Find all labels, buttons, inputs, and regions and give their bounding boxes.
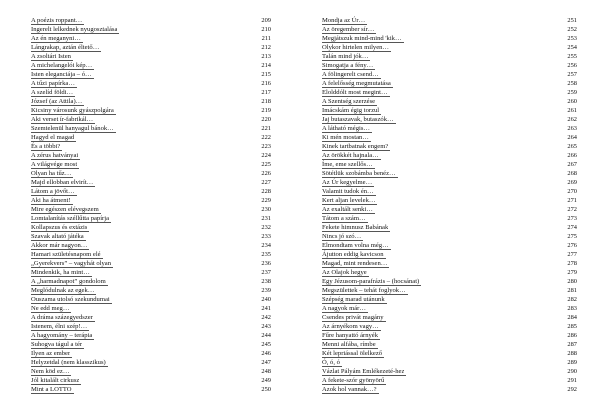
- toc-entry: [31, 385, 271, 394]
- toc-entry-page-number: 228: [261, 188, 271, 195]
- toc-entry-title: Elmondtam volna még…: [322, 242, 389, 249]
- toc-entry: [31, 124, 271, 133]
- toc-entry: [322, 223, 577, 232]
- toc-entry: [322, 340, 577, 349]
- toc-entry-title: Ouszama utolsó szekundumai: [31, 296, 110, 303]
- toc-entry-page-number: 253: [567, 35, 577, 42]
- toc-entry-page-number: 270: [567, 188, 577, 195]
- toc-entry: [322, 151, 577, 160]
- toc-entry-title: Jaj butaszavak, butaszók…: [322, 116, 394, 123]
- toc-entry: [31, 34, 271, 43]
- toc-entry-title: Nincs jó szó…: [322, 233, 362, 240]
- toc-entry: [31, 214, 271, 223]
- toc-entry: [31, 70, 271, 79]
- toc-entry-page-number: 266: [567, 152, 577, 159]
- toc-entry-page-number: 225: [261, 161, 271, 168]
- toc-entry: [31, 115, 271, 124]
- toc-entry-page-number: 275: [567, 233, 577, 240]
- toc-entry-title: Hamari születésnapom elé: [31, 251, 101, 258]
- toc-entry-page-number: 251: [567, 17, 577, 24]
- toc-entry-title: Mint a LOTTO: [31, 386, 72, 393]
- toc-entry-title: Az Olajok hegye: [322, 269, 367, 276]
- toc-entry-title: Menni alfába, rímbe: [322, 341, 376, 348]
- toc-entry: [322, 367, 577, 376]
- toc-entry: [322, 187, 577, 196]
- toc-entry-page-number: 218: [261, 98, 271, 105]
- toc-entry: [322, 205, 577, 214]
- toc-entry-title: Olykor hirtelen milyen…: [322, 44, 390, 51]
- toc-entry: [322, 16, 577, 25]
- toc-entry-title: A felelősség megmutatása: [322, 80, 391, 87]
- toc-entry: [322, 241, 577, 250]
- toc-entry-title: Mindenkik, ha mint…: [31, 269, 90, 276]
- toc-entry-title: Szavak altató játéka: [31, 233, 84, 240]
- toc-entry-page-number: 255: [567, 53, 577, 60]
- toc-entry-page-number: 215: [261, 71, 271, 78]
- toc-entry: [31, 367, 271, 376]
- toc-entry-title: Két lepriással ölelkező: [322, 350, 383, 357]
- toc-entry-title: A michelangelói kép…: [31, 62, 93, 69]
- toc-entry-page-number: 229: [261, 197, 271, 204]
- toc-entry-title: Akkor már nagyon…: [31, 242, 88, 249]
- toc-entry-title: Az öregember sír…: [322, 26, 375, 33]
- toc-entry: [322, 268, 577, 277]
- toc-entry: [322, 25, 577, 34]
- toc-entry-page-number: 283: [567, 305, 577, 312]
- toc-entry: [322, 88, 577, 97]
- toc-entry-page-number: 210: [261, 26, 271, 33]
- toc-entry-page-number: 290: [567, 368, 577, 375]
- toc-entry: [322, 43, 577, 52]
- toc-entry: [322, 70, 577, 79]
- toc-entry: [31, 241, 271, 250]
- toc-entry-page-number: 278: [567, 260, 577, 267]
- toc-entry-title: Mire egészen elévegszem: [31, 206, 99, 213]
- toc-entry-page-number: 269: [567, 179, 577, 186]
- toc-entry: [31, 196, 271, 205]
- toc-entry-title: A világvége most: [31, 161, 78, 168]
- toc-entry: [322, 178, 577, 187]
- toc-entry-title: Valamit tudok én…: [322, 188, 374, 195]
- toc-entry-title: Tátom a szám…: [322, 215, 366, 222]
- toc-entry-title: Elolddólt most megint…: [322, 89, 388, 96]
- toc-entry-title: Lomtalanítás széllűtta papírja: [31, 215, 109, 222]
- toc-entry: [322, 133, 577, 142]
- toc-entry: [322, 34, 577, 43]
- toc-entry: [31, 340, 271, 349]
- toc-entry: [322, 124, 577, 133]
- toc-entry-page-number: 271: [567, 197, 577, 204]
- toc-entry-title: Sötétlük szobámba benéz…: [322, 170, 396, 177]
- toc-entry-title: Talán mind jók…: [322, 53, 369, 60]
- toc-entry-page-number: 238: [261, 278, 271, 285]
- toc-entry: [31, 16, 271, 25]
- toc-entry: [322, 196, 577, 205]
- toc-entry-title: Aki verset ír-fabrikál…: [31, 116, 94, 123]
- toc-entry-title: Hagyd el magad: [31, 134, 75, 141]
- toc-entry-page-number: 259: [567, 89, 577, 96]
- toc-entry-title: Megjátszuk mind-mind 'kik…: [322, 35, 402, 42]
- toc-entry-title: Aki ha átment!: [31, 197, 71, 204]
- toc-entry: [31, 295, 271, 304]
- toc-entry-title: Kicsiny városunk gyászpolgára: [31, 107, 114, 114]
- toc-entry-page-number: 212: [261, 44, 271, 51]
- toc-entry-page-number: 282: [567, 296, 577, 303]
- toc-entry-title: József (az Attila)…: [31, 98, 83, 105]
- toc-entry-title: Kert aljan levelek…: [322, 197, 376, 204]
- toc-entry-title: Fűre hanyattó árnyék: [322, 332, 379, 339]
- toc-entry-page-number: 224: [261, 152, 271, 159]
- toc-entry: [31, 133, 271, 142]
- toc-entry: [322, 349, 577, 358]
- toc-entry: [322, 286, 577, 295]
- toc-entry-title: A látható mégis…: [322, 125, 370, 132]
- toc-entry-page-number: 291: [567, 377, 577, 384]
- toc-entry-page-number: 227: [261, 179, 271, 186]
- toc-entry-title: Lángrakap, aztán éltető…: [31, 44, 100, 51]
- toc-entry-title: Ki mén mostan…: [322, 134, 369, 141]
- toc-entry: [31, 25, 271, 34]
- toc-entry-page-number: 241: [261, 305, 271, 312]
- toc-entry: [31, 88, 271, 97]
- toc-entry: [31, 331, 271, 340]
- toc-entry-page-number: 264: [567, 134, 577, 141]
- toc-entry-page-number: 232: [261, 224, 271, 231]
- toc-entry: [31, 277, 271, 286]
- toc-entry-title: Ájutton eddig kavicson: [322, 251, 384, 258]
- toc-entry-page-number: 289: [567, 359, 577, 366]
- toc-entry-title: Imácskám égig torzul: [322, 107, 380, 114]
- toc-entry-title: Helyzetdal (nem klasszikus): [31, 359, 106, 366]
- toc-entry: [31, 250, 271, 259]
- toc-entry: [31, 268, 271, 277]
- toc-entry-title: Ne edd meg…: [31, 305, 70, 312]
- toc-entry-page-number: 281: [567, 287, 577, 294]
- toc-entry-page-number: 287: [567, 341, 577, 348]
- toc-entry: [322, 331, 577, 340]
- toc-entry: [31, 232, 271, 241]
- toc-entry-page-number: 244: [261, 332, 271, 339]
- toc-entry-page-number: 237: [261, 269, 271, 276]
- toc-entry-page-number: 240: [261, 296, 271, 303]
- toc-entry-title: Az exaltált senki…: [322, 206, 373, 213]
- toc-entry-title: Megszülettek – tehát foglyok…: [322, 287, 406, 294]
- toc-entry: [31, 259, 271, 268]
- toc-entry-title: A fekete-szór gyönyörű: [322, 377, 385, 384]
- toc-entry-title: Egy Jézusom-parafrázis – (hocsánat): [322, 278, 420, 285]
- toc-entry-title: A poézis roppant…: [31, 17, 83, 24]
- toc-entry-title: Látom a jövőt…: [31, 188, 75, 195]
- toc-entry-title: Az én meganyni…: [31, 35, 81, 42]
- toc-entry-page-number: 231: [261, 215, 271, 222]
- toc-entry-title: A szelíd földi…: [31, 89, 74, 96]
- toc-entry-page-number: 265: [567, 143, 577, 150]
- toc-entry-page-number: 260: [567, 98, 577, 105]
- toc-entry: [31, 322, 271, 331]
- toc-entry-page-number: 243: [261, 323, 271, 330]
- toc-entry: [322, 142, 577, 151]
- toc-entry-title: Azok hol vannak…?: [322, 386, 377, 393]
- toc-entry-page-number: 233: [261, 233, 271, 240]
- toc-entry-title: A zsoltári Isten: [31, 53, 71, 60]
- toc-entry-title: Szépség marad utánunk: [322, 296, 385, 303]
- toc-entry-page-number: 257: [567, 71, 577, 78]
- toc-entry-page-number: 226: [261, 170, 271, 177]
- toc-entry-title: Ó, ó, ó: [322, 359, 340, 366]
- toc-entry-page-number: 261: [567, 107, 577, 114]
- toc-entry-page-number: 274: [567, 224, 577, 231]
- toc-entry-page-number: 242: [261, 314, 271, 321]
- toc-entry-title: A Szentség szerzése: [322, 98, 376, 105]
- toc-entry: [322, 79, 577, 88]
- toc-entry: [322, 232, 577, 241]
- toc-entry: [31, 358, 271, 367]
- toc-entry-page-number: 239: [261, 287, 271, 294]
- toc-entry-page-number: 220: [261, 116, 271, 123]
- toc-entry: [322, 214, 577, 223]
- toc-entry-title: A fölingerelt csend…: [322, 71, 379, 78]
- toc-entry: [31, 160, 271, 169]
- toc-entry: [322, 304, 577, 313]
- toc-entry: [31, 97, 271, 106]
- toc-entry: [31, 178, 271, 187]
- toc-entry-page-number: 211: [261, 35, 271, 42]
- toc-entry-page-number: 221: [261, 125, 271, 132]
- toc-entry: [322, 358, 577, 367]
- toc-entry: [322, 250, 577, 259]
- toc-column-left: [31, 16, 271, 394]
- toc-entry: [31, 223, 271, 232]
- toc-entry: [322, 160, 577, 169]
- toc-entry: [31, 43, 271, 52]
- toc-entry: [322, 376, 577, 385]
- toc-entry-title: Simogatja a fény…: [322, 62, 374, 69]
- toc-entry: [322, 385, 577, 394]
- toc-entry: [322, 277, 577, 286]
- toc-entry-title: A tűzi papírka…: [31, 80, 75, 87]
- toc-entry-page-number: 214: [261, 62, 271, 69]
- toc-entry-page-number: 236: [261, 260, 271, 267]
- toc-entry-title: Magad, mint rendesen…: [322, 260, 388, 267]
- toc-entry: [322, 52, 577, 61]
- toc-entry: [322, 295, 577, 304]
- toc-entry-title: Íme, eme szellős…: [322, 161, 373, 168]
- toc-entry: [322, 313, 577, 322]
- toc-entry-page-number: 273: [567, 215, 577, 222]
- toc-entry: [322, 259, 577, 268]
- toc-entry-page-number: 247: [261, 359, 271, 366]
- toc-entry-underline: [31, 393, 74, 394]
- toc-entry-page-number: 280: [567, 278, 577, 285]
- toc-entry-page-number: 246: [261, 350, 271, 357]
- toc-entry: [31, 205, 271, 214]
- toc-entry-title: Fekete himnusz Babának: [322, 224, 389, 231]
- toc-entry-title: Szemtelenül hanyagul bánok…: [31, 125, 114, 132]
- toc-entry-page-number: 235: [261, 251, 271, 258]
- toc-entry: [31, 349, 271, 358]
- toc-entry: [31, 142, 271, 151]
- toc-entry-title: Ingerelt lelkednek nyugosztalása: [31, 26, 118, 33]
- toc-entry-page-number: 252: [567, 26, 577, 33]
- toc-entry-page-number: 216: [261, 80, 271, 87]
- toc-entry: [31, 313, 271, 322]
- toc-entry-page-number: 279: [567, 269, 577, 276]
- toc-column-right: [322, 16, 577, 394]
- toc-entry-page-number: 286: [567, 332, 577, 339]
- toc-entry-title: A hagyomány – terápia: [31, 332, 93, 339]
- toc-entry-underline: [322, 393, 379, 394]
- toc-entry: [31, 151, 271, 160]
- toc-entry: [31, 376, 271, 385]
- toc-entry: [31, 187, 271, 196]
- toc-entry-page-number: 249: [261, 377, 271, 384]
- toc-entry: [322, 106, 577, 115]
- toc-entry-page-number: 250: [261, 386, 271, 393]
- toc-entry-page-number: 288: [567, 350, 577, 357]
- toc-entry: [322, 169, 577, 178]
- toc-entry-page-number: 263: [567, 125, 577, 132]
- toc-entry-page-number: 219: [261, 107, 271, 114]
- toc-entry-page-number: 234: [261, 242, 271, 249]
- toc-entry-page-number: 209: [261, 17, 271, 24]
- toc-entry-title: Az árnyékom vagy…: [322, 323, 379, 330]
- toc-entry-title: Olyan ha tűz…: [31, 170, 72, 177]
- toc-entry-page-number: 272: [567, 206, 577, 213]
- toc-entry-page-number: 277: [567, 251, 577, 258]
- toc-entry-title: Az örökkét hajnala…: [322, 152, 379, 159]
- toc-entry-page-number: 258: [567, 80, 577, 87]
- toc-entry-page-number: 276: [567, 242, 577, 249]
- toc-entry: [31, 61, 271, 70]
- toc-entry-page-number: 292: [567, 386, 577, 393]
- toc-entry-title: Vázlat Pályám Emlékezeté-hez: [322, 368, 405, 375]
- toc-entry-page-number: 217: [261, 89, 271, 96]
- toc-entry-page-number: 268: [567, 170, 577, 177]
- toc-entry-page-number: 223: [261, 143, 271, 150]
- toc-entry-title: A dráma százegyedszer: [31, 314, 93, 321]
- toc-entry-title: Nem köd ez…: [31, 368, 70, 375]
- toc-entry-title: Csendes privát magány: [322, 314, 384, 321]
- toc-entry-title: „Gyerekvers” – vagyhát olyan: [31, 260, 112, 267]
- toc-entry-title: Ilyen az ember: [31, 350, 71, 357]
- toc-entry-page-number: 248: [261, 368, 271, 375]
- toc-entry-title: Istenem, élni szép!…: [31, 323, 88, 330]
- toc-entry: [322, 322, 577, 331]
- toc-entry-title: Jól kitalált cirkusz: [31, 377, 80, 384]
- toc-entry-title: Kinek tartbatnak engem?: [322, 143, 389, 150]
- toc-entry-title: Mondja az Úr…: [322, 17, 366, 24]
- toc-entry-page-number: 262: [567, 116, 577, 123]
- toc-entry-title: A zérus hatványai: [31, 152, 79, 159]
- toc-entry-page-number: 267: [567, 161, 577, 168]
- toc-entry-title: Isten eleganciája – ó…: [31, 71, 92, 78]
- toc-entry-page-number: 230: [261, 206, 271, 213]
- toc-entry-page-number: 222: [261, 134, 271, 141]
- toc-entry-title: És a többi?: [31, 143, 61, 150]
- toc-entry-page-number: 256: [567, 62, 577, 69]
- toc-entry-title: A nagyok már…: [322, 305, 366, 312]
- toc-entry-page-number: 254: [567, 44, 577, 51]
- toc-entry-page-number: 213: [261, 53, 271, 60]
- toc-entry: [322, 115, 577, 124]
- toc-entry-title: Meglódulnak az egek…: [31, 287, 95, 294]
- toc-entry-title: Majd ellobban elvirít…: [31, 179, 94, 186]
- toc-entry: [31, 304, 271, 313]
- toc-entry-page-number: 245: [261, 341, 271, 348]
- toc-entry: [31, 286, 271, 295]
- toc-entry-title: Suhogva tágul a tér: [31, 341, 83, 348]
- toc-entry-page-number: 284: [567, 314, 577, 321]
- toc-entry: [322, 97, 577, 106]
- toc-entry-title: A „harmadnapot” gondolom: [31, 278, 106, 285]
- toc-entry: [322, 61, 577, 70]
- toc-entry-page-number: 285: [567, 323, 577, 330]
- toc-entry: [31, 106, 271, 115]
- toc-entry: [31, 169, 271, 178]
- toc-entry-title: Kollapszus és extázis: [31, 224, 88, 231]
- toc-entry-title: Az Úr kegyelme…: [322, 179, 373, 186]
- toc-entry: [31, 52, 271, 61]
- toc-entry: [31, 79, 271, 88]
